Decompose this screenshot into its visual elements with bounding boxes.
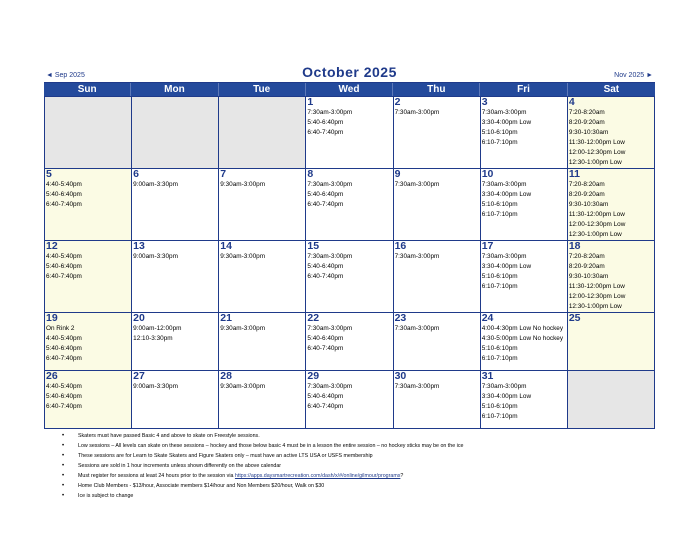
day-number: 29 [307,371,320,382]
session-time: 4:40-5:40pm [46,181,82,188]
session-time: 8:20-9:20am [568,263,605,270]
day-cell[interactable] [568,313,655,371]
notes-list [62,431,662,501]
session-time: 6:10-7:10pm [481,413,518,420]
session-time: 6:40-7:40pm [307,201,344,208]
session-time: 3:30-4:00pm Low [481,393,532,400]
empty-day-cell [132,97,219,169]
day-cell[interactable] [45,371,132,429]
day-cell[interactable] [481,313,568,371]
day-cell[interactable] [394,371,481,429]
session-time: 7:30am-3:00pm [307,181,353,188]
note-suffix: ? [400,473,404,479]
day-number: 28 [220,371,232,382]
day-cell[interactable] [219,313,306,371]
session-time: 5:40-6:40pm [307,263,344,270]
day-number: 14 [220,241,232,252]
session-time: 7:30am-3:00pm [307,109,353,116]
empty-day-cell [568,371,655,429]
session-time: 5:40-6:40pm [307,335,344,342]
day-number: 10 [481,169,494,180]
day-number: 15 [307,241,320,252]
session-time: 7:30am-3:00pm [481,109,527,116]
session-time: 5:10-6:10pm [481,201,518,208]
session-time: 7:20-8:20am [568,109,605,116]
session-time: 11:30-12:00pm Low [568,283,625,290]
day-number: 3 [481,97,488,108]
day-cell[interactable] [306,97,393,169]
session-time: 9:30am-3:00pm [220,325,266,332]
day-number: 17 [481,241,494,252]
note-item [62,461,662,471]
note-text: Ice is subject to change [78,493,134,499]
day-cell[interactable] [306,313,393,371]
session-time: 6:40-7:40pm [46,403,82,410]
session-time: 3:30-4:00pm Low [481,263,532,270]
session-time: 4:40-5:40pm [46,335,82,342]
session-time: 9:30am-3:00pm [220,253,266,260]
session-time: 4:40-5:40pm [46,253,82,260]
session-time: 6:40-7:40pm [46,273,82,280]
session-time: 9:30-10:30am [568,129,609,136]
calendar-grid [44,96,655,429]
day-number: 21 [220,313,232,324]
session-time: 5:40-6:40pm [46,191,82,198]
session-time: 12:30-1:00pm Low [568,231,622,238]
session-time: 7:30am-3:00pm [394,181,440,188]
session-time: 5:10-6:10pm [481,273,518,280]
session-time: 11:30-12:00pm Low [568,211,625,218]
session-time: 7:30am-3:00pm [307,383,353,390]
day-cell[interactable] [568,241,655,313]
session-time: 3:30-4:00pm Low [481,119,532,126]
day-cell[interactable] [132,371,219,429]
session-time: 9:00am-3:30pm [133,383,178,390]
day-cell[interactable] [306,371,393,429]
session-time: 9:30-10:30am [568,201,609,208]
day-number: 2 [394,97,401,108]
session-time: 4:40-5:40pm [46,383,82,390]
note-text: Skaters must have passed Basic 4 and above to skate on Freestyle sessions. [78,433,260,439]
day-cell[interactable] [394,169,481,241]
session-time: On Rink 2 [46,325,75,332]
day-number: 20 [133,313,145,324]
weekday-tue: Tue [219,83,306,96]
day-number: 16 [394,241,407,252]
day-cell[interactable] [45,169,132,241]
session-time: 6:40-7:40pm [307,345,344,352]
day-number: 8 [307,169,314,180]
day-cell[interactable] [45,241,132,313]
weekday-wed: Wed [306,83,393,96]
note-item [62,431,662,441]
session-time: 7:30am-3:00pm [481,383,527,390]
session-time: 5:40-6:40pm [46,345,82,352]
note-text: These sessions are for Learn to Skate Skaters and Figure Skaters only – must have an active LTS USA or USFS membership [78,453,373,459]
registration-link[interactable]: https://apps.daysmartrecreation.com/dash/x/#/online/gilmour/programs [234,473,401,479]
note-text: Sessions are sold in 1 hour increments unless shown differently on the above calendar [78,463,282,469]
session-time: 6:40-7:40pm [307,129,344,136]
session-time: 9:30am-3:00pm [220,181,266,188]
day-number: 6 [133,169,139,180]
session-time: 7:30am-3:00pm [481,181,527,188]
day-number: 13 [133,241,145,252]
note-text: Must register for sessions at least 24 hours prior to the session via [78,473,235,479]
weekday-sun: Sun [44,83,131,96]
session-time: 7:30am-3:00pm [394,253,440,260]
session-time: 12:30-1:00pm Low [568,159,622,166]
session-time: 6:10-7:10pm [481,283,518,290]
day-number: 19 [46,313,58,324]
session-time: 12:30-1:00pm Low [568,303,622,310]
session-time: 12:00-12:30pm Low [568,293,626,300]
day-cell[interactable] [568,169,655,241]
session-time: 3:30-4:00pm Low [481,191,532,198]
note-item [62,451,662,461]
empty-day-cell [219,97,306,169]
session-time: 4:30-5:00pm Low No hockey [481,335,564,342]
month-title: October 2025 [302,64,397,80]
day-number: 9 [394,169,401,180]
bullet-icon: • [62,493,65,499]
note-item [62,441,662,451]
weekday-fri: Fri [480,83,567,96]
session-time: 7:30am-3:00pm [394,325,440,332]
session-time: 5:40-6:40pm [46,263,82,270]
session-time: 5:40-6:40pm [307,119,344,126]
day-cell[interactable] [45,313,132,371]
day-cell[interactable] [481,97,568,169]
day-number: 11 [568,169,580,180]
calendar [44,66,655,429]
session-time: 5:10-6:10pm [481,345,518,352]
next-month-link[interactable]: Nov 2025 ► [614,72,653,79]
session-time: 4:00-4:30pm Low No hockey [481,325,564,332]
session-time: 6:40-7:40pm [307,273,344,280]
note-item [62,471,662,481]
day-number: 31 [481,371,494,382]
day-cell[interactable] [568,97,655,169]
bullet-icon: • [62,483,65,489]
weekday-sat: Sat [603,84,620,95]
bullet-icon: • [62,463,65,469]
session-time: 6:40-7:40pm [46,355,82,362]
day-number: 30 [394,371,407,382]
day-cell[interactable] [132,313,219,371]
day-number: 12 [46,241,58,252]
bullet-icon: • [62,433,65,439]
session-time: 5:40-6:40pm [307,191,344,198]
session-time: 6:10-7:10pm [481,355,518,362]
session-time: 5:10-6:10pm [481,403,518,410]
bullet-icon: • [62,473,65,479]
session-time: 5:10-6:10pm [481,129,518,136]
session-time: 9:00am-12:00pm [133,325,182,332]
session-time: 7:30am-3:00pm [307,325,353,332]
day-number: 5 [46,169,52,180]
day-cell[interactable] [481,169,568,241]
day-number: 7 [220,169,227,180]
note-text: Low sessions – All levels can skate on these sessions – hockey and those below basic 4 must be in a lesson the entire session – no hockey sticks may be on the ice [78,443,464,449]
day-cell[interactable] [219,241,306,313]
day-cell[interactable] [132,241,219,313]
session-time: 7:20-8:20am [568,253,605,260]
weekday-thu: Thu [393,83,480,96]
empty-day-cell [45,97,132,169]
session-time: 7:30am-3:00pm [394,109,440,116]
session-time: 9:00am-3:30pm [133,181,178,188]
session-time: 5:40-6:40pm [46,393,82,400]
day-number: 23 [394,313,407,324]
bullet-icon: • [62,443,65,449]
session-time: 9:00am-3:30pm [133,253,178,260]
session-time: 7:30am-3:00pm [394,383,440,390]
day-cell[interactable] [219,371,306,429]
session-time: 7:30am-3:00pm [481,253,527,260]
day-number: 1 [307,97,314,108]
day-cell[interactable] [306,169,393,241]
session-time: 6:10-7:10pm [481,211,518,218]
day-cell[interactable] [481,241,568,313]
session-time: 7:30am-3:00pm [307,253,353,260]
bullet-icon: • [62,453,65,459]
session-time: 7:20-8:20am [568,181,605,188]
session-time: 12:10-3:30pm [133,335,173,342]
day-cell[interactable] [132,169,219,241]
day-number: 25 [568,313,581,324]
day-cell[interactable] [394,97,481,169]
session-time: 12:00-12:30pm Low [568,149,626,156]
day-number: 22 [307,313,320,324]
day-cell[interactable] [481,371,568,429]
calendar-header [44,66,655,83]
session-time: 11:30-12:00pm Low [568,139,625,146]
session-time: 9:30am-3:00pm [220,383,266,390]
session-time: 12:00-12:30pm Low [568,221,626,228]
session-time: 6:40-7:40pm [307,403,344,410]
day-cell[interactable] [219,169,306,241]
day-cell[interactable] [306,241,393,313]
day-number: 24 [481,313,494,324]
session-time: 6:10-7:10pm [481,139,518,146]
session-time: 8:20-9:20am [568,191,605,198]
day-number: 27 [133,371,145,382]
note-item [62,481,662,491]
weekday-mon: Mon [131,83,218,96]
session-time: 9:30-10:30am [568,273,609,280]
note-text: Home Club Members - $13/hour, Associate members $14/hour and Non Members $20/hour, Walk on $30 [78,483,325,489]
session-time: 6:40-7:40pm [46,201,82,208]
weekday-header-row [44,83,655,96]
session-time: 5:40-6:40pm [307,393,344,400]
day-number: 4 [568,97,575,108]
day-number: 26 [46,371,58,382]
day-cell[interactable] [394,313,481,371]
prev-month-link[interactable]: ◄ Sep 2025 [46,72,85,79]
session-time: 8:20-9:20am [568,119,605,126]
day-cell[interactable] [394,241,481,313]
day-number: 18 [568,241,581,252]
note-item [62,491,662,501]
